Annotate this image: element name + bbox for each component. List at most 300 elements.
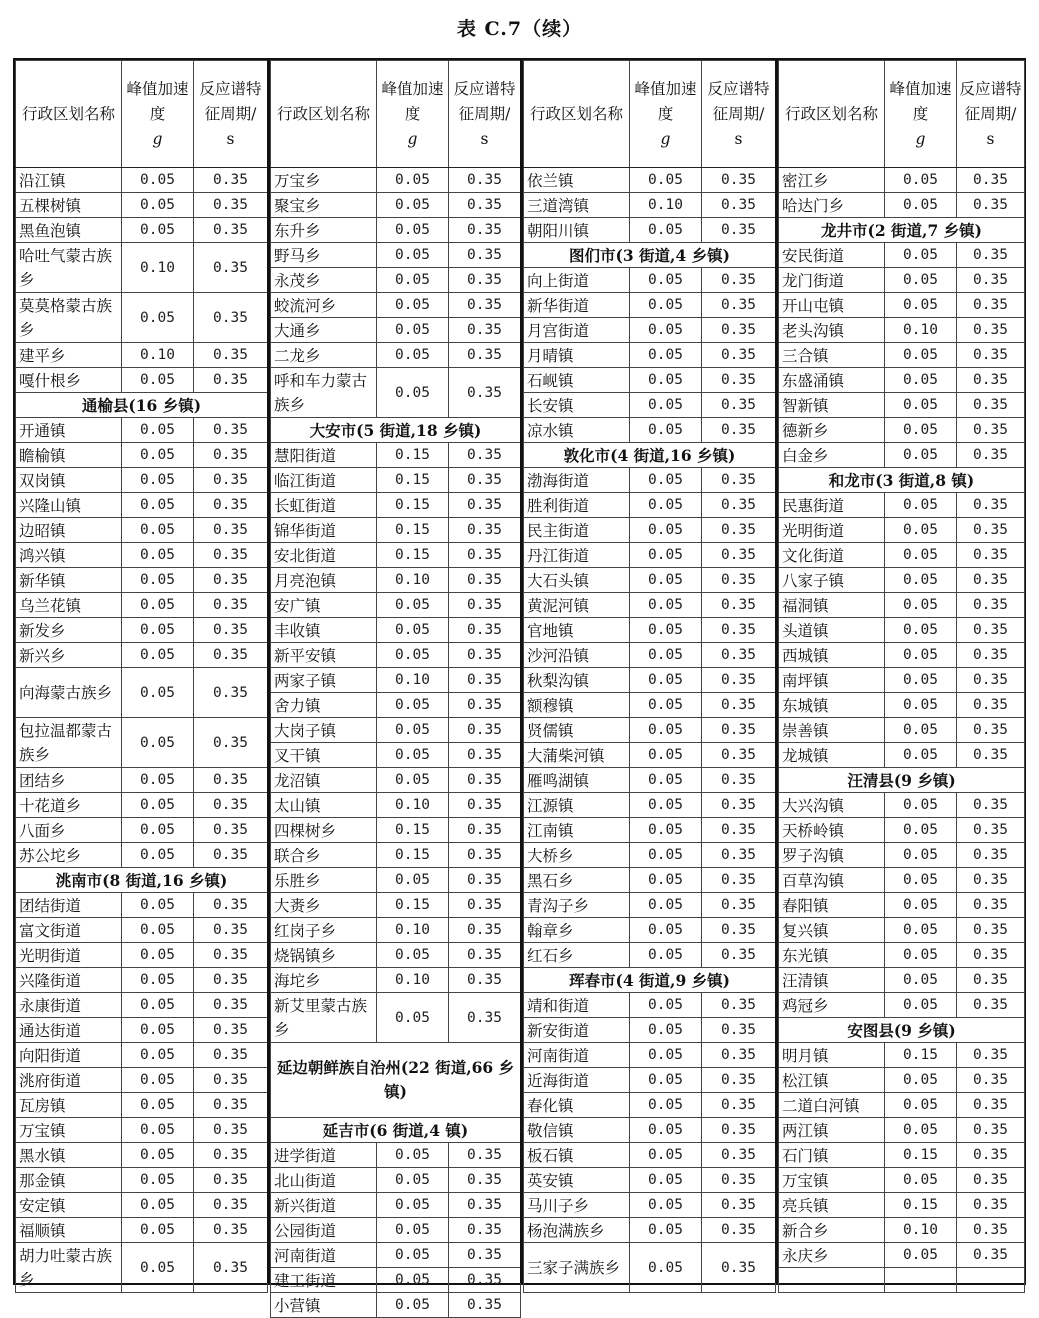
header-accel-unit: g <box>660 129 671 148</box>
cell-period: 0.35 <box>957 718 1025 743</box>
cell-accel: 0.05 <box>122 668 194 718</box>
cell-period: 0.35 <box>194 968 268 993</box>
cell-name: 石门镇 <box>779 1143 885 1168</box>
cell-accel: 0.05 <box>377 193 449 218</box>
table-row <box>779 543 1025 568</box>
table-row <box>779 1168 1025 1193</box>
cell-accel: 0.05 <box>630 793 702 818</box>
cell-accel: 0.05 <box>377 168 449 193</box>
cell-period: 0.35 <box>194 493 268 518</box>
table-row <box>524 993 776 1018</box>
empty-cell <box>957 1268 1025 1293</box>
table-row <box>779 868 1025 893</box>
cell-period: 0.35 <box>194 193 268 218</box>
cell-accel: 0.15 <box>377 493 449 518</box>
cell-name: 南坪镇 <box>779 668 885 693</box>
cell-period: 0.35 <box>957 343 1025 368</box>
table-row <box>524 518 776 543</box>
cell-period: 0.35 <box>194 1143 268 1168</box>
region-group-heading: 图们市(3 街道,4 乡镇) <box>524 243 776 268</box>
table-row <box>271 1143 521 1168</box>
cell-name: 龙门街道 <box>779 268 885 293</box>
cell-name: 八家子镇 <box>779 568 885 593</box>
header-accel-label: 峰值加速度 <box>381 79 444 123</box>
cell-accel: 0.05 <box>885 643 957 668</box>
cell-name: 崇善镇 <box>779 718 885 743</box>
cell-accel: 0.10 <box>122 243 194 293</box>
cell-period: 0.35 <box>957 743 1025 768</box>
table-row <box>271 843 521 868</box>
cell-accel: 0.05 <box>122 1093 194 1118</box>
cell-accel: 0.05 <box>885 968 957 993</box>
cell-name: 新艾里蒙古族乡 <box>271 993 377 1043</box>
table-row <box>16 493 268 518</box>
cell-period: 0.35 <box>194 1118 268 1143</box>
cell-name: 新平安镇 <box>271 643 377 668</box>
cell-period: 0.35 <box>194 618 268 643</box>
cell-period: 0.35 <box>449 593 521 618</box>
cell-accel: 0.05 <box>630 418 702 443</box>
cell-accel: 0.10 <box>377 918 449 943</box>
table-row <box>16 668 268 718</box>
cell-accel: 0.05 <box>377 643 449 668</box>
header-accel-unit: g <box>152 129 163 148</box>
table-header-row <box>779 61 1025 168</box>
table-row <box>779 793 1025 818</box>
cell-period: 0.35 <box>702 918 776 943</box>
table-row <box>524 718 776 743</box>
table-row <box>779 1143 1025 1168</box>
cell-accel: 0.05 <box>122 968 194 993</box>
header-period-unit: s <box>226 129 235 148</box>
cell-accel: 0.05 <box>885 243 957 268</box>
cell-accel: 0.05 <box>885 718 957 743</box>
cell-accel: 0.05 <box>377 1193 449 1218</box>
table-row <box>271 593 521 618</box>
table-row <box>524 293 776 318</box>
cell-accel: 0.10 <box>885 1218 957 1243</box>
cell-name: 哈达门乡 <box>779 193 885 218</box>
table-row <box>524 418 776 443</box>
cell-accel: 0.05 <box>885 668 957 693</box>
region-group-heading: 和龙市(3 街道,8 镇) <box>779 468 1025 493</box>
cell-name: 二道白河镇 <box>779 1093 885 1118</box>
cell-name: 哈吐气蒙古族乡 <box>16 243 122 293</box>
header-period-unit: s <box>480 129 489 148</box>
table-row <box>16 918 268 943</box>
cell-accel: 0.05 <box>122 1218 194 1243</box>
table-row <box>779 418 1025 443</box>
cell-period: 0.35 <box>449 818 521 843</box>
cell-period: 0.35 <box>449 693 521 718</box>
cell-name: 新合乡 <box>779 1218 885 1243</box>
header-accel <box>122 61 194 168</box>
cell-name: 万宝镇 <box>779 1168 885 1193</box>
cell-accel: 0.05 <box>377 1243 449 1268</box>
table-row <box>16 293 268 343</box>
table-row <box>524 618 776 643</box>
cell-accel: 0.05 <box>885 618 957 643</box>
cell-accel: 0.05 <box>377 993 449 1043</box>
table-row <box>16 368 268 393</box>
cell-accel: 0.05 <box>122 293 194 343</box>
cell-name: 北山街道 <box>271 1168 377 1193</box>
table-row <box>524 268 776 293</box>
cell-name: 福洞镇 <box>779 593 885 618</box>
region-group-row <box>271 418 521 443</box>
cell-name: 大通乡 <box>271 318 377 343</box>
header-name-label: 行政区划名称 <box>529 104 623 123</box>
cell-name: 月晴镇 <box>524 343 630 368</box>
cell-name: 密江乡 <box>779 168 885 193</box>
cell-period: 0.35 <box>957 893 1025 918</box>
table-row <box>16 718 268 768</box>
header-period-unit: s <box>986 129 995 148</box>
cell-period: 0.35 <box>957 868 1025 893</box>
table-row <box>271 718 521 743</box>
table-row <box>16 1243 268 1293</box>
cell-name: 江源镇 <box>524 793 630 818</box>
cell-accel: 0.05 <box>377 318 449 343</box>
region-group-heading: 通榆县(16 乡镇) <box>16 393 268 418</box>
empty-cell <box>779 1268 885 1293</box>
cell-period: 0.35 <box>194 443 268 468</box>
cell-period: 0.35 <box>957 1093 1025 1118</box>
cell-accel: 0.05 <box>630 593 702 618</box>
cell-accel: 0.05 <box>122 1193 194 1218</box>
cell-accel: 0.05 <box>630 818 702 843</box>
cell-accel: 0.05 <box>377 268 449 293</box>
cell-name: 新兴乡 <box>16 643 122 668</box>
cell-period: 0.35 <box>449 168 521 193</box>
cell-name: 安广镇 <box>271 593 377 618</box>
cell-period: 0.35 <box>702 318 776 343</box>
cell-period: 0.35 <box>702 1143 776 1168</box>
cell-period: 0.35 <box>194 1093 268 1118</box>
cell-accel: 0.05 <box>630 368 702 393</box>
header-accel-unit: g <box>915 129 926 148</box>
cell-name: 西城镇 <box>779 643 885 668</box>
table-column-group-1 <box>15 60 267 1289</box>
cell-period: 0.35 <box>194 1243 268 1293</box>
table-row <box>779 618 1025 643</box>
cell-period: 0.35 <box>702 518 776 543</box>
table-row <box>271 818 521 843</box>
cell-name: 鸿兴镇 <box>16 543 122 568</box>
cell-name: 渤海街道 <box>524 468 630 493</box>
cell-period: 0.35 <box>957 568 1025 593</box>
cell-name: 石岘镇 <box>524 368 630 393</box>
region-group-row <box>271 1118 521 1143</box>
header-period <box>449 61 521 168</box>
cell-period: 0.35 <box>449 1143 521 1168</box>
table-row <box>779 743 1025 768</box>
cell-period: 0.35 <box>194 943 268 968</box>
cell-name: 德新乡 <box>779 418 885 443</box>
table-row <box>16 618 268 643</box>
cell-period: 0.35 <box>194 918 268 943</box>
cell-accel: 0.15 <box>377 543 449 568</box>
cell-name: 河南街道 <box>524 1043 630 1068</box>
cell-period: 0.35 <box>957 1118 1025 1143</box>
cell-period: 0.35 <box>702 618 776 643</box>
cell-period: 0.35 <box>957 418 1025 443</box>
cell-name: 红岗子乡 <box>271 918 377 943</box>
table-row <box>779 1118 1025 1143</box>
cell-accel: 0.05 <box>885 1118 957 1143</box>
cell-accel: 0.05 <box>122 993 194 1018</box>
cell-name: 秋梨沟镇 <box>524 668 630 693</box>
cell-name: 智新镇 <box>779 393 885 418</box>
cell-period: 0.35 <box>449 243 521 268</box>
cell-period: 0.35 <box>194 893 268 918</box>
cell-accel: 0.05 <box>885 918 957 943</box>
table-row <box>779 168 1025 193</box>
cell-name: 临江街道 <box>271 468 377 493</box>
cell-name: 老头沟镇 <box>779 318 885 343</box>
cell-accel: 0.10 <box>377 668 449 693</box>
cell-name: 沿江镇 <box>16 168 122 193</box>
cell-period: 0.35 <box>194 793 268 818</box>
cell-period: 0.35 <box>194 718 268 768</box>
table-row <box>524 568 776 593</box>
header-period-label: 反应谱特征周期/ <box>959 79 1022 123</box>
cell-accel: 0.05 <box>885 418 957 443</box>
table-row <box>779 643 1025 668</box>
cell-name: 杨泡满族乡 <box>524 1218 630 1243</box>
header-period <box>194 61 268 168</box>
cell-name: 兴隆街道 <box>16 968 122 993</box>
cell-accel: 0.05 <box>122 568 194 593</box>
cell-name: 红石乡 <box>524 943 630 968</box>
cell-period: 0.35 <box>957 443 1025 468</box>
table-row <box>779 243 1025 268</box>
region-group-row <box>524 968 776 993</box>
cell-period: 0.35 <box>449 993 521 1043</box>
cell-period: 0.35 <box>194 1043 268 1068</box>
table-row <box>524 743 776 768</box>
cell-name: 公园街道 <box>271 1218 377 1243</box>
cell-name: 光明街道 <box>779 518 885 543</box>
cell-accel: 0.05 <box>630 668 702 693</box>
cell-name: 翰章乡 <box>524 918 630 943</box>
data-table-frame <box>13 58 1026 1315</box>
cell-period: 0.35 <box>702 1118 776 1143</box>
table-row <box>271 493 521 518</box>
cell-period: 0.35 <box>957 318 1025 343</box>
cell-period: 0.35 <box>702 793 776 818</box>
cell-period: 0.35 <box>449 868 521 893</box>
table-row <box>16 893 268 918</box>
cell-name: 雁鸣湖镇 <box>524 768 630 793</box>
table-row <box>779 818 1025 843</box>
cell-accel: 0.05 <box>630 318 702 343</box>
cell-accel: 0.05 <box>122 543 194 568</box>
cell-name: 叉干镇 <box>271 743 377 768</box>
cell-period: 0.35 <box>194 218 268 243</box>
table-row <box>271 668 521 693</box>
cell-name: 向上街道 <box>524 268 630 293</box>
cell-period: 0.35 <box>194 1218 268 1243</box>
table-column-group-2 <box>270 60 520 1315</box>
table-row <box>779 1093 1025 1118</box>
cell-period: 0.35 <box>194 368 268 393</box>
table-row <box>524 868 776 893</box>
cell-name: 东盛涌镇 <box>779 368 885 393</box>
header-accel <box>377 61 449 168</box>
data-table <box>15 60 268 1293</box>
cell-name: 兴隆山镇 <box>16 493 122 518</box>
table-row <box>271 743 521 768</box>
cell-accel: 0.05 <box>885 893 957 918</box>
table-row <box>16 818 268 843</box>
table-row <box>271 618 521 643</box>
cell-accel: 0.05 <box>630 993 702 1018</box>
cell-name: 苏公坨乡 <box>16 843 122 868</box>
table-row <box>779 1068 1025 1093</box>
cell-period: 0.35 <box>702 893 776 918</box>
cell-period: 0.35 <box>194 1168 268 1193</box>
region-group-row <box>16 393 268 418</box>
table-row <box>779 718 1025 743</box>
cell-period: 0.35 <box>957 268 1025 293</box>
header-accel-label: 峰值加速度 <box>634 79 697 123</box>
header-name-label: 行政区划名称 <box>784 104 878 123</box>
cell-accel: 0.05 <box>630 1093 702 1118</box>
cell-name: 龙沼镇 <box>271 768 377 793</box>
cell-accel: 0.05 <box>122 218 194 243</box>
cell-accel: 0.05 <box>885 743 957 768</box>
table-row <box>524 1043 776 1068</box>
table-row <box>524 793 776 818</box>
table-column-group-3 <box>523 60 775 1283</box>
cell-period: 0.35 <box>449 443 521 468</box>
cell-period: 0.35 <box>957 543 1025 568</box>
region-group-row <box>16 868 268 893</box>
table-row <box>524 918 776 943</box>
cell-accel: 0.05 <box>885 368 957 393</box>
cell-name: 四棵树乡 <box>271 818 377 843</box>
cell-period: 0.35 <box>957 168 1025 193</box>
region-group-row <box>779 1018 1025 1043</box>
cell-accel: 0.10 <box>377 793 449 818</box>
cell-name: 团结乡 <box>16 768 122 793</box>
cell-name: 蛟流河乡 <box>271 293 377 318</box>
cell-period: 0.35 <box>449 568 521 593</box>
cell-period: 0.35 <box>194 243 268 293</box>
table-row <box>271 1168 521 1193</box>
header-name <box>524 61 630 168</box>
cell-name: 新安街道 <box>524 1018 630 1043</box>
cell-period: 0.35 <box>449 1243 521 1268</box>
cell-name: 黑水镇 <box>16 1143 122 1168</box>
cell-accel: 0.10 <box>885 318 957 343</box>
cell-period: 0.35 <box>194 643 268 668</box>
cell-name: 三道湾镇 <box>524 193 630 218</box>
cell-accel: 0.05 <box>122 718 194 768</box>
table-row <box>16 1093 268 1118</box>
cell-accel: 0.05 <box>122 943 194 968</box>
cell-name: 亮兵镇 <box>779 1193 885 1218</box>
cell-accel: 0.05 <box>122 1143 194 1168</box>
data-table <box>523 60 776 1293</box>
cell-period: 0.35 <box>702 543 776 568</box>
cell-accel: 0.05 <box>630 1118 702 1143</box>
cell-period: 0.35 <box>449 518 521 543</box>
cell-accel: 0.05 <box>630 693 702 718</box>
cell-accel: 0.05 <box>885 818 957 843</box>
cell-period: 0.35 <box>702 743 776 768</box>
cell-accel: 0.05 <box>122 918 194 943</box>
cell-period: 0.35 <box>702 1018 776 1043</box>
cell-name: 开山屯镇 <box>779 293 885 318</box>
cell-name: 民惠街道 <box>779 493 885 518</box>
cell-name: 两江镇 <box>779 1118 885 1143</box>
region-group-row <box>779 218 1025 243</box>
table-row <box>271 793 521 818</box>
table-row <box>524 218 776 243</box>
cell-name: 永庆乡 <box>779 1243 885 1268</box>
table-row <box>779 318 1025 343</box>
table-row <box>16 768 268 793</box>
cell-period: 0.35 <box>702 568 776 593</box>
cell-period: 0.35 <box>957 818 1025 843</box>
cell-name: 三合镇 <box>779 343 885 368</box>
cell-name: 小营镇 <box>271 1293 377 1318</box>
table-row <box>16 1143 268 1168</box>
cell-name: 鸡冠乡 <box>779 993 885 1018</box>
table-row <box>779 993 1025 1018</box>
cell-period: 0.35 <box>449 668 521 693</box>
cell-accel: 0.05 <box>885 1068 957 1093</box>
cell-name: 万宝乡 <box>271 168 377 193</box>
table-row <box>16 518 268 543</box>
table-row <box>524 768 776 793</box>
cell-period: 0.35 <box>702 1218 776 1243</box>
table-row <box>271 1243 521 1268</box>
cell-accel: 0.05 <box>122 1043 194 1068</box>
cell-name: 洮府街道 <box>16 1068 122 1093</box>
table-row <box>524 393 776 418</box>
cell-period: 0.35 <box>449 343 521 368</box>
cell-accel: 0.05 <box>630 393 702 418</box>
cell-period: 0.35 <box>702 643 776 668</box>
cell-name: 通达街道 <box>16 1018 122 1043</box>
cell-period: 0.35 <box>449 618 521 643</box>
table-row <box>16 943 268 968</box>
cell-name: 江南镇 <box>524 818 630 843</box>
cell-name: 建平乡 <box>16 343 122 368</box>
region-group-row <box>779 468 1025 493</box>
cell-name: 三家子满族乡 <box>524 1243 630 1293</box>
header-period <box>702 61 776 168</box>
cell-period: 0.35 <box>702 1093 776 1118</box>
table-row <box>271 1193 521 1218</box>
cell-period: 0.35 <box>702 768 776 793</box>
cell-accel: 0.05 <box>630 718 702 743</box>
cell-accel: 0.05 <box>122 443 194 468</box>
cell-name: 汪清镇 <box>779 968 885 993</box>
cell-period: 0.35 <box>702 943 776 968</box>
cell-period: 0.35 <box>449 743 521 768</box>
region-group-heading: 汪清县(9 乡镇) <box>779 768 1025 793</box>
cell-accel: 0.05 <box>885 593 957 618</box>
table-row <box>779 1043 1025 1068</box>
table-row <box>779 968 1025 993</box>
table-row <box>16 568 268 593</box>
cell-period: 0.35 <box>957 843 1025 868</box>
cell-accel: 0.05 <box>630 343 702 368</box>
